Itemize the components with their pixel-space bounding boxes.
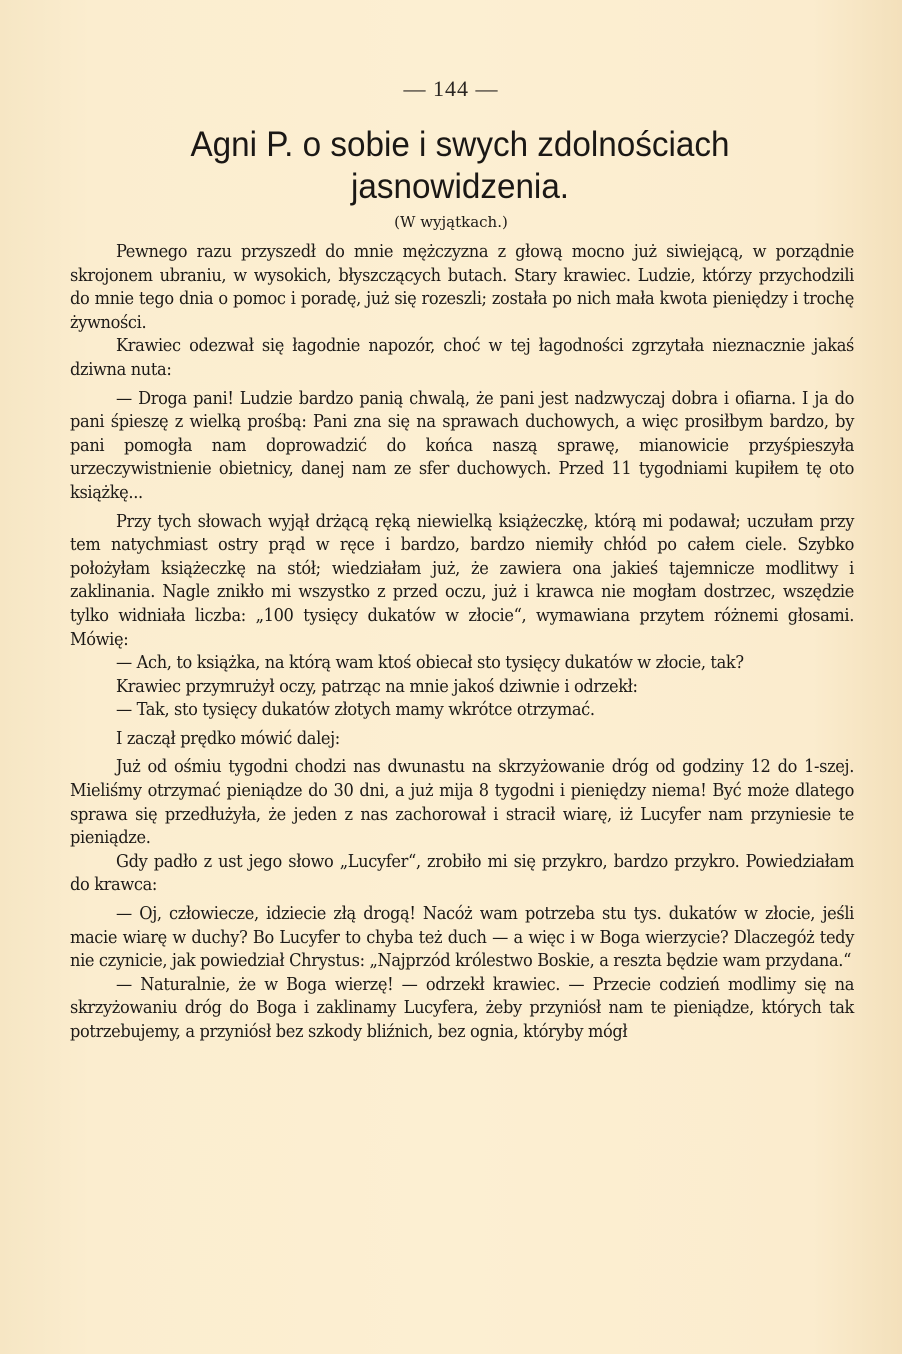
paragraph: — Droga pani! Ludzie bardzo panią chwalą, że pani jest nadzwyczaj dobra i ofiarna. I ja do pani śpieszę z wielką prośbą: Pani zna się na sprawach duchowych, a więc prosiłbym bardzo, by pani pomogła nam doprowadzić do końca naszą sprawę, mianowicie przyśpieszyła urzeczywistnienie obietnicy, danej nam ze sfer duchowych. Przed 11 tygodniami kupiłem tę oto książkę... <box>70 387 854 503</box>
paragraph: Krawiec przymrużył oczy, patrząc na mnie jakoś dziwnie i odrzekł: <box>116 675 638 697</box>
paragraph: — Ach, to książka, na którą wam ktoś obiecał sto tysięcy dukatów w złocie, tak? <box>116 652 744 674</box>
chapter-subtitle: (W wyjątkach.) <box>394 213 508 231</box>
paragraph: Przy tych słowach wyjął drżącą ręką niewielką książeczkę, którą mi podawał; uczułam przy tem natychmiast ostry prąd w ręce i bardzo, bardzo niemiły chłód po całem ciele. Szybko położyłam książeczkę na stół; wiedziałam już, że zawiera ona jakieś tajemnicze modlitwy i zaklinania. Nagle znikło mi wszystko z przed oczu, już i krawca nie mogłam dostrzec, wszędzie tylko widniała liczba: „100 tysięcy dukatów w złocie“, wymawiana przytem różnemi głosami. Mówię: <box>70 510 854 650</box>
body-text <box>70 240 854 1044</box>
paragraph: — Naturalnie, że w Boga wierzę! — odrzekł krawiec. — Przecie codzień modlimy się na skrzyżowaniu dróg do Boga i zaklinamy Lucyfera, żeby przyniósł nam te pieniądze, których tak potrzebujemy, a przyniósł bez szkody bliźnich, bez ognia, któryby mógł <box>70 973 854 1042</box>
chapter-title-line-2: jasnowidzenia. <box>350 167 570 206</box>
paragraph: I zaczął prędko mówić dalej: <box>116 727 340 749</box>
paragraph: — Oj, człowiecze, idziecie złą drogą! Nacóż wam potrzeba stu tys. dukatów w złocie, jeśli macie wiarę w duchy? Bo Lucyfer to chyba też duch — a więc i w Boga wierzycie? Dlaczegóż tedy nie czynicie, jak powiedział Chrystus: „Najprzód królestwo Boskie, a reszta będzie wam przydana.“ <box>70 903 854 972</box>
chapter-title <box>80 124 840 208</box>
paragraph: Krawiec odezwał się łagodnie napozór, choć w tej łagodności zgrzytała nieznacznie jakaś dziwna nuta: <box>70 335 854 380</box>
paragraph: — Tak, sto tysięcy dukatów złotych mamy wkrótce otrzymać. <box>116 699 595 721</box>
paragraph: Pewnego razu przyszedł do mnie mężczyzna z głową mocno już siwiejącą, w porządnie skrojonem ubraniu, w wysokich, błyszczących butach. Stary krawiec. Ludzie, którzy przychodzili do mnie tego dnia o pomoc i poradę, już się rozeszli; została po nich mała kwota pieniędzy i trochę żywności. <box>70 241 854 333</box>
chapter-title-line-1: Agni P. o sobie i swych zdolnościach <box>190 125 730 164</box>
page-number: — 144 — <box>403 76 499 101</box>
paragraph: Już od ośmiu tygodni chodzi nas dwunastu na skrzyżowanie dróg od godziny 12 do 1-szej. Mieliśmy otrzymać pieniądze do 30 dni, a już mija 8 tygodni i pieniędzy niema! Być może dlatego sprawa się przedłużyła, że jeden z nas zachorował i stracił wiarę, iż Lucyfer nam przyniesie te pieniądze. <box>70 756 854 849</box>
paragraph: Gdy padło z ust jego słowo „Lucyfer“, zrobiło mi się przykro, bardzo przykro. Powiedziałam do krawca: <box>70 850 854 896</box>
